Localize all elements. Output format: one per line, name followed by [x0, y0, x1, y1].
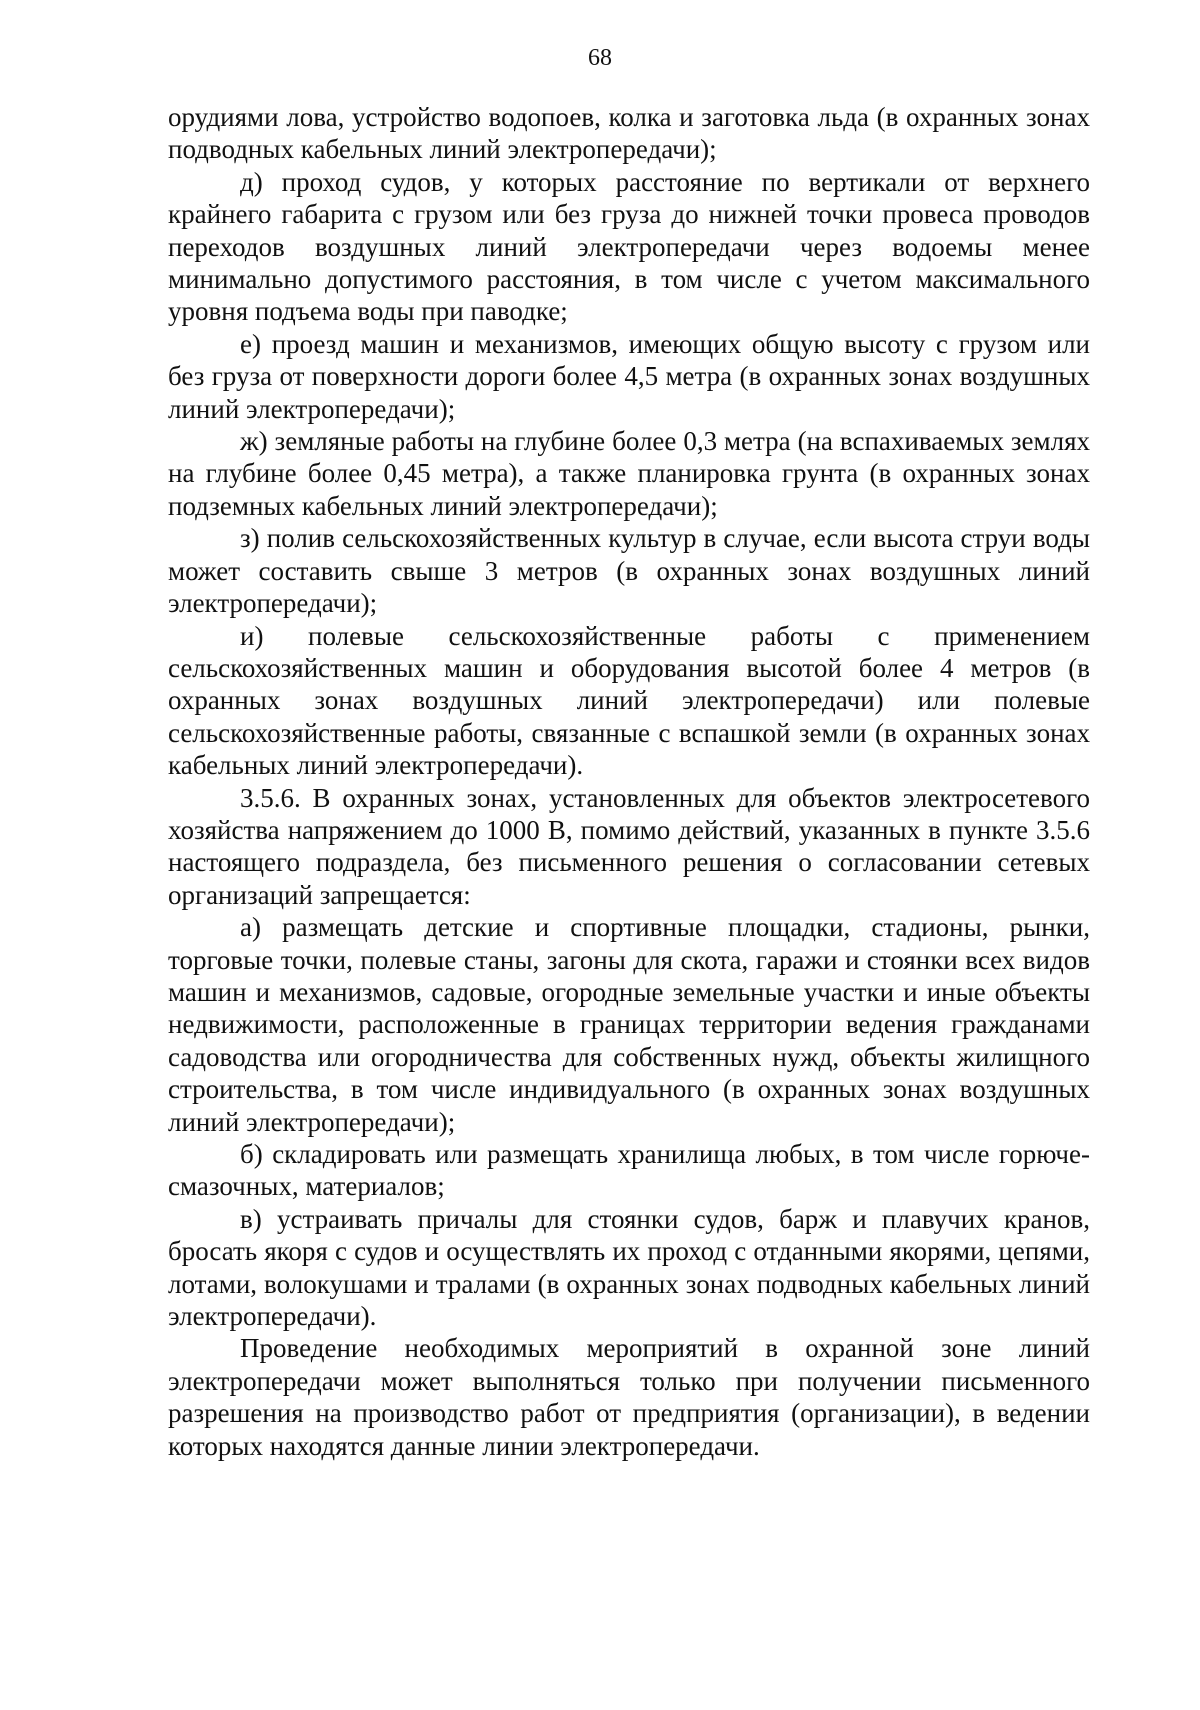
list-item-d: д) проход судов, у которых расстояние по вертикали от верхнего крайнего габарита с грузом или без груза до нижней точки провеса проводов переходов воздушных линий электропередачи через водоемы менее минимально допустимого расстояния, в том числе с учетом максимального уровня подъема воды при паводке; [168, 166, 1090, 327]
body-text [168, 101, 1090, 1462]
list-item-z: з) полив сельскохозяйственных культур в случае, если высота струи воды может составить свыше 3 метров (в охранных зонах воздушных линий электропередачи); [168, 523, 1090, 619]
list-item-v: в) устраивать причалы для стоянки судов, барж и плавучих кранов, бросать якоря с судов и осуществлять их проход с отданными якорями, цепями, лотами, волокушами и тралами (в охранных зонах подводных кабельных линий электропередачи). [168, 1203, 1090, 1332]
list-item-e: е) проезд машин и механизмов, имеющих общую высоту с грузом или без груза от поверхности дороги более 4,5 метра (в охранных зонах воздушных линий электропередачи); [168, 328, 1090, 424]
list-item-b: б) складировать или размещать хранилища любых, в том числе горюче-смазочных, материалов; [168, 1139, 1090, 1202]
list-item-zh: ж) земляные работы на глубине более 0,3 метра (на вспахиваемых землях на глубине более 0,45 метра), а также планировка грунта (в охранных зонах подземных кабельных линий электропередачи); [168, 426, 1090, 521]
list-item-a: а) размещать детские и спортивные площадки, стадионы, рынки, торговые точки, полевые станы, загоны для скота, гаражи и стоянки всех видов машин и механизмов, садовые, огородные земельные участки и иные объекты недвижимости, расположенные в границах территории ведения гражданами садоводства или огородничества для собственных нужд, объекты жилищного строительства, в том числе индивидуального (в охранных зонах воздушных линий электропередачи); [168, 912, 1090, 1137]
section-3-5-6: 3.5.6. В охранных зонах, установленных для объектов электросетевого хозяйства напряжением до 1000 В, помимо действий, указанных в пункте 3.5.6 настоящего подраздела, без письменного решения о согласовании сетевых организаций запрещается: [168, 782, 1090, 910]
list-item-i: и) полевые сельскохозяйственные работы с применением сельскохозяйственных машин и оборудования высотой более 4 метров (в охранных зонах воздушных линий электропередачи) или полевые сельскохозяйственные работы, связанные с вспашкой земли (в охранных зонах кабельных линий электропередачи). [168, 620, 1090, 781]
page-number: 68 [588, 45, 612, 71]
closing-paragraph: Проведение необходимых мероприятий в охранной зоне линий электропередачи может выполняться только при получении письменного разрешения на производство работ от предприятия (организации), в ведении которых находятся данные линии электропередачи. [168, 1333, 1090, 1461]
paragraph-continuation: орудиями лова, устройство водопоев, колка и заготовка льда (в охранных зонах подводных кабельных линий электропередачи); [168, 102, 1090, 165]
